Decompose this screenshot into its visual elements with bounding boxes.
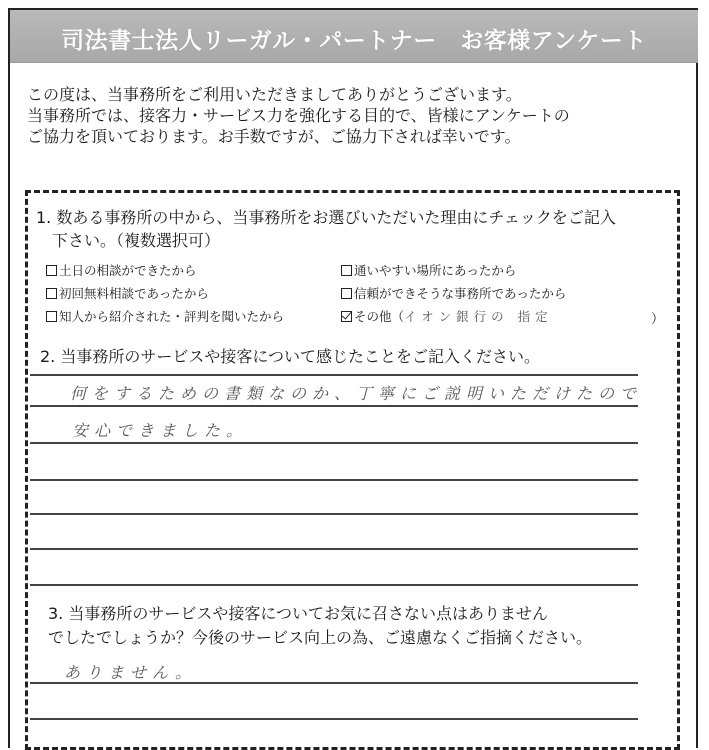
checkbox-icon[interactable] (46, 311, 57, 322)
question-1-note: 下さい。（複数選択可） (52, 231, 221, 250)
answer-line (30, 442, 638, 444)
question-2-answer-line-2[interactable]: 安心できました。 (72, 421, 249, 440)
other-answer-handwritten[interactable]: イオン銀行の 指定 (404, 309, 553, 324)
checkbox-icon[interactable] (46, 288, 57, 299)
question-1-text: 1. 数ある事務所の中から、当事務所をお選びいただいた理由にチェックをご記入 (36, 208, 616, 227)
checkbox-icon[interactable] (46, 265, 57, 276)
other-close-paren: ） (651, 312, 665, 327)
answer-line (30, 682, 638, 684)
checkbox-checked-icon[interactable] (341, 311, 352, 322)
question-3-text-line-2: でしたでしょうか？今後のサービス向上の為、ご遠慮なくご指摘ください。 (48, 628, 593, 647)
intro-line: ご協力を頂いております。お手数ですが、ご協力下されば幸いです。 (27, 127, 521, 146)
answer-line (30, 405, 638, 407)
intro-line: この度は、当事務所をご利用いただきましてありがとうございます。 (27, 85, 522, 104)
checkbox-icon[interactable] (341, 265, 352, 276)
answer-line (30, 584, 638, 586)
option-trustworthy-office[interactable]: 信頼ができそうな事務所であったから (341, 286, 566, 302)
survey-title: 司法書士法人リーガル・パートナー お客様アンケート (61, 28, 647, 54)
answer-line (30, 513, 638, 515)
survey-header (10, 10, 698, 63)
option-convenient-location[interactable]: 通いやすい場所にあったから (341, 263, 516, 279)
checkbox-icon[interactable] (341, 288, 352, 299)
question-2-answer-line-1[interactable]: 何をするための書類なのか、丁寧にご説明いただけたので (70, 384, 643, 403)
intro-line: 当事務所では、接客力・サービス力を強化する目的で、皆様にアンケートの (27, 106, 570, 125)
intro-text (27, 84, 570, 147)
answer-line (30, 548, 638, 550)
answer-line (30, 374, 638, 376)
question-2-text: 2. 当事務所のサービスや接客について感じたことをご記入ください。 (40, 347, 541, 366)
option-other[interactable]: その他（イオン銀行の 指定 (341, 309, 553, 325)
question-3-text-line-1: 3. 当事務所のサービスや接客についてお気に召さない点はありません (48, 604, 549, 623)
answer-line (30, 479, 638, 481)
question-3-answer-line-1[interactable]: ありません。 (64, 663, 197, 682)
option-referral-reputation[interactable]: 知人から紹介された・評判を聞いたから (46, 309, 284, 325)
option-weekend-consultation[interactable]: 土日の相談ができたから (46, 263, 197, 279)
option-free-first-consultation[interactable]: 初回無料相談であったから (46, 286, 209, 302)
answer-line (30, 718, 638, 720)
